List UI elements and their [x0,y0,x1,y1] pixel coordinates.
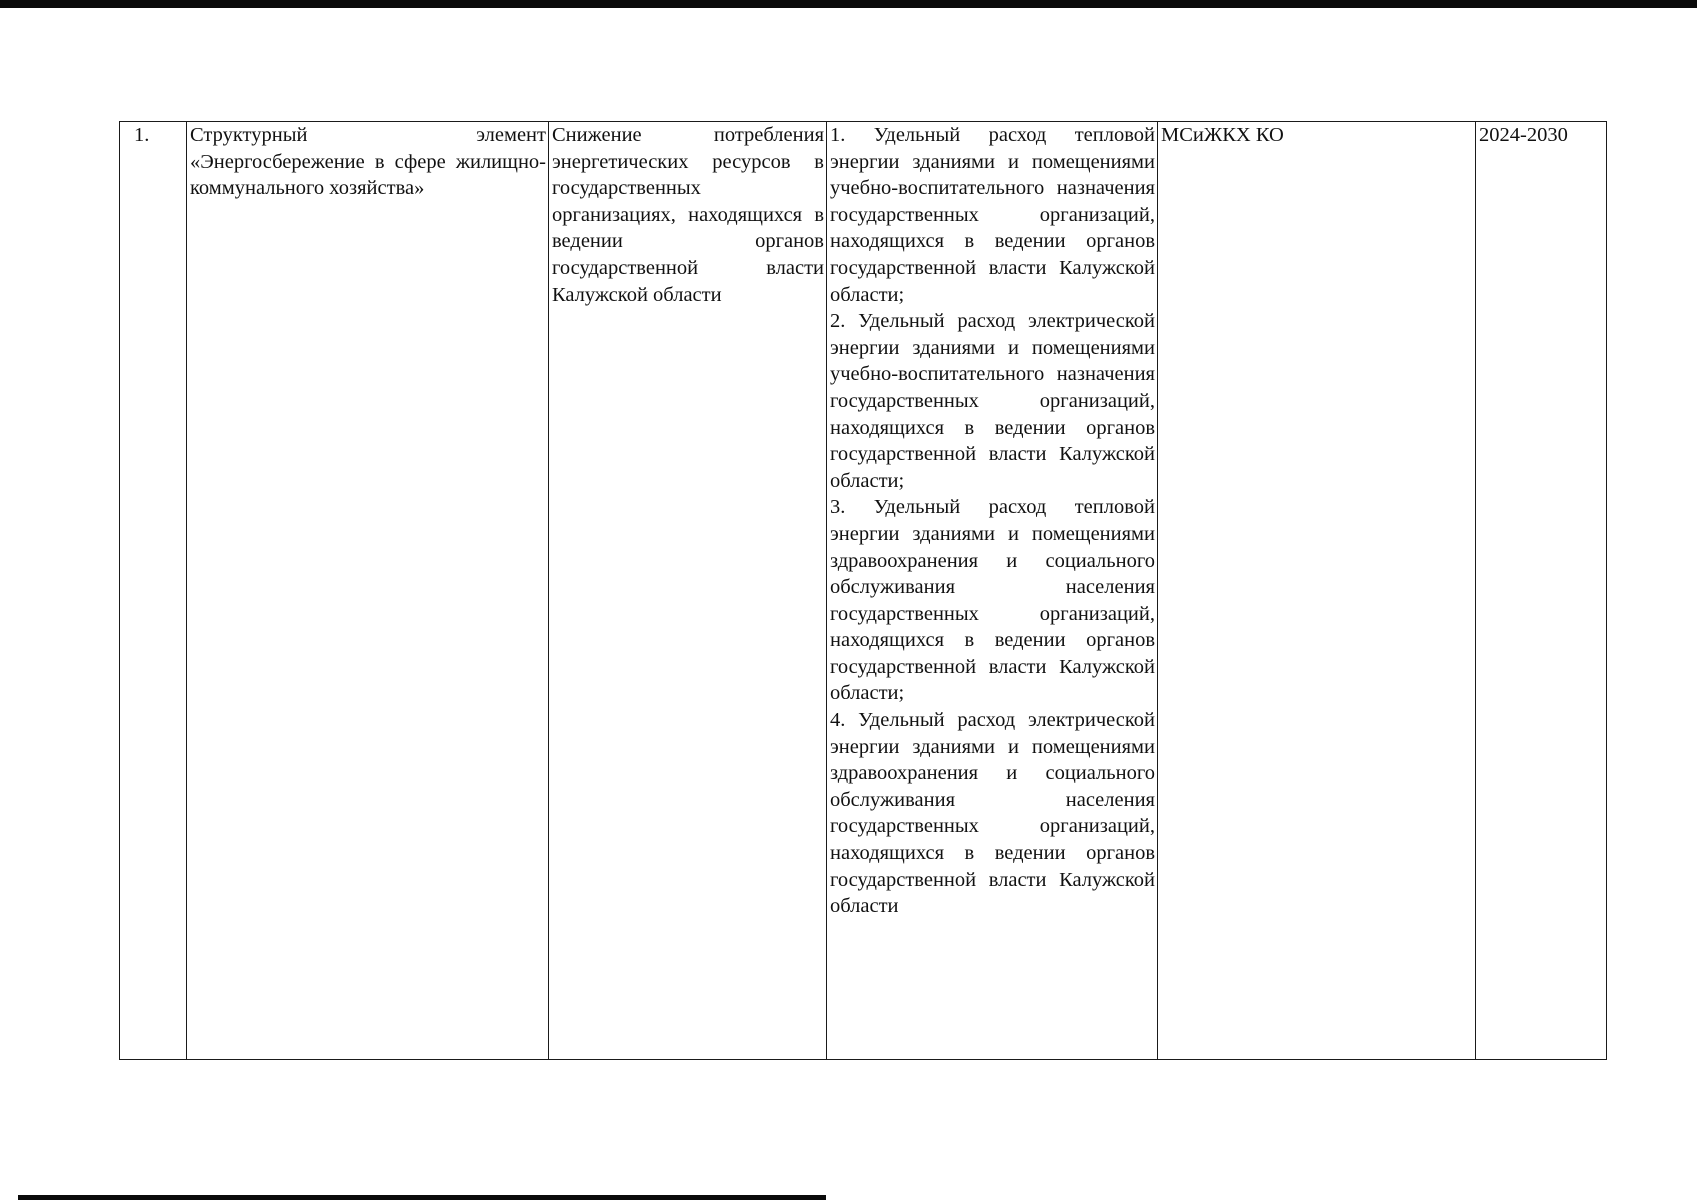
task-cell: Снижение потребления энергетических ресурсов в государственных организациях, находящихся в ведении органов государственной власти Калужской области [549,122,827,1060]
indicator-4: 4. Удельный расход электрической энергии зданиями и помещениями здравоохранения и социального обслуживания населения государственных организаций, находящихся в ведении органов государственной власти Калужской области [830,709,1155,918]
indicator-1: 1. Удельный расход тепловой энергии зданиями и помещениями учебно-воспитательного назначения государственных организаций, находящихся в ведении органов государственной власти Калужской области; [830,124,1155,306]
row-number: 1. [120,122,187,1060]
table-row [120,122,1607,1060]
responsible-cell: МСиЖКХ КО [1158,122,1476,1060]
program-table [119,121,1607,1060]
structural-element-cell: Структурный элемент «Энергосбережение в сфере жилищно-коммунального хозяйства» [187,122,549,1060]
indicator-3: 3. Удельный расход тепловой энергии зданиями и помещениями здравоохранения и социального обслуживания населения государственных организаций, находящихся в ведении органов государственной власти Калужской области; [830,496,1155,705]
indicator-2: 2. Удельный расход электрической энергии зданиями и помещениями учебно-воспитательного назначения государственных организаций, находящихся в ведении органов государственной власти Калужской области; [830,310,1155,492]
scan-top-border [0,0,1697,8]
period-cell: 2024-2030 [1476,122,1607,1060]
scan-bottom-border [18,1195,826,1200]
indicators-cell [827,122,1158,1060]
